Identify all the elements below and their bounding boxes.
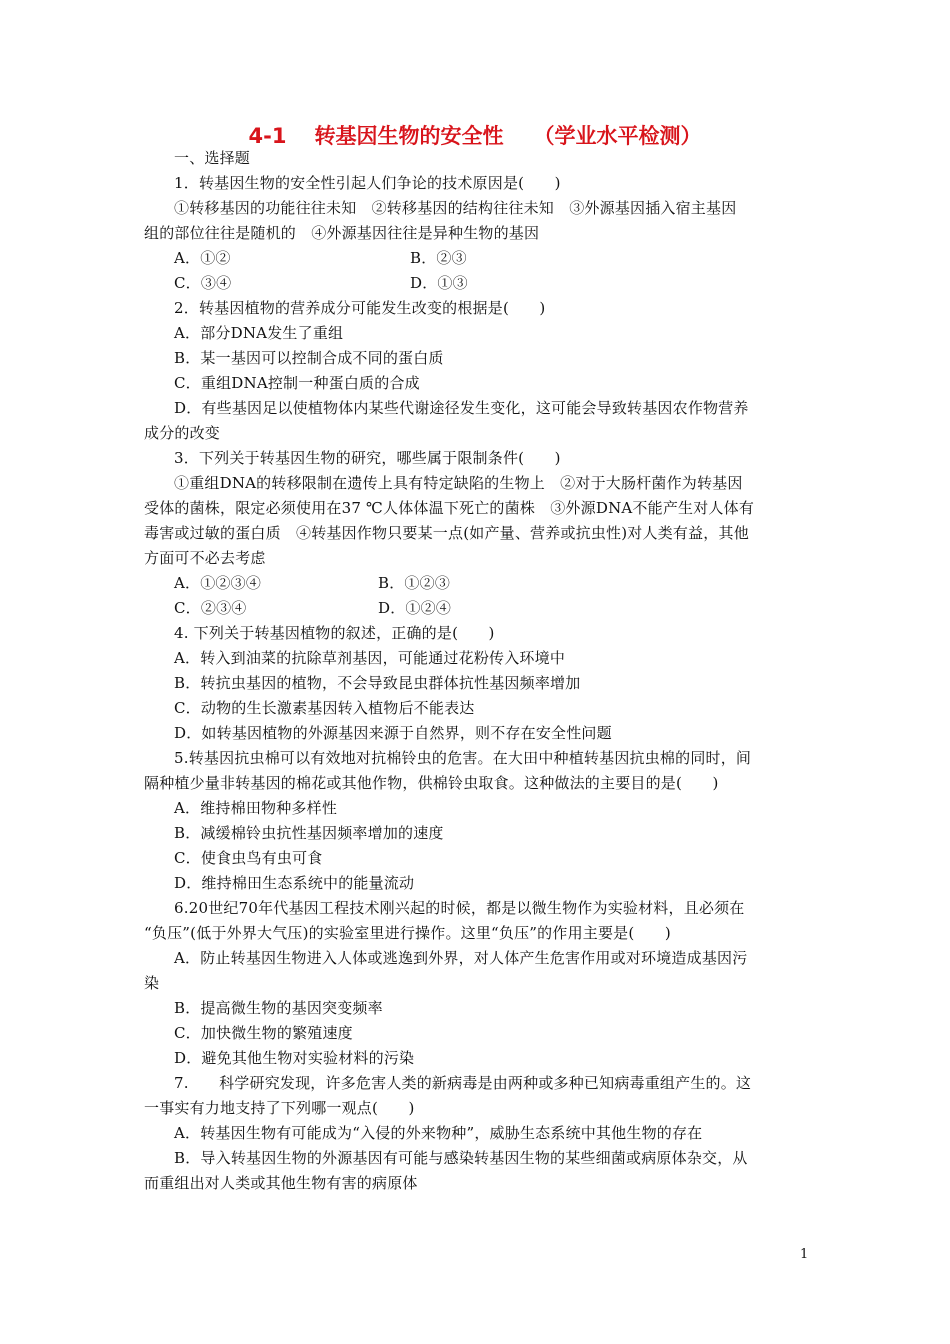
question-3-options bbox=[144, 596, 808, 621]
option-a: A．①②③④ bbox=[174, 574, 262, 592]
option-c: C．使食虫鸟有虫可食 bbox=[174, 849, 323, 867]
question-1-options bbox=[144, 271, 808, 296]
option-a: A．转基因生物有可能成为“入侵的外来物种”，威胁生态系统中其他生物的存在 bbox=[174, 1124, 703, 1142]
question-5-stem: 5.转基因抗虫棉可以有效地对抗棉铃虫的危害。在大田中种植转基因抗虫棉的同时，间 bbox=[174, 749, 752, 767]
option-a: A．部分DNA发生了重组 bbox=[174, 324, 344, 342]
option-d: D．①③ bbox=[410, 274, 468, 292]
option-d: D．避免其他生物对实验材料的污染 bbox=[174, 1049, 415, 1067]
title-main: 转基因生物的安全性 bbox=[314, 124, 504, 148]
option-d: D．维持棉田生态系统中的能量流动 bbox=[174, 874, 415, 892]
option-b: B．①②③ bbox=[378, 574, 451, 592]
question-3-text: 毒害或过敏的蛋白质 ④转基因作物只要某一点(如产量、营养或抗虫性)对人类有益，其他 bbox=[144, 524, 749, 542]
option-b-continued: 而重组出对人类或其他生物有害的病原体 bbox=[144, 1174, 418, 1192]
option-a: A．防止转基因生物进入人体或逃逸到外界，对人体产生危害作用或对环境造成基因污 bbox=[174, 949, 748, 967]
option-d-continued: 成分的改变 bbox=[144, 424, 221, 442]
option-a: A．维持棉田物种多样性 bbox=[174, 799, 338, 817]
question-1-text: 组的部位往往是随机的 ④外源基因往往是异种生物的基因 bbox=[144, 224, 540, 242]
question-3-text: 方面可不必去考虑 bbox=[144, 549, 266, 567]
option-c: C．动物的生长激素基因转入植物后不能表达 bbox=[174, 699, 475, 717]
option-d: D．①②④ bbox=[378, 599, 452, 617]
title-number: 4-1 bbox=[248, 124, 287, 148]
option-d: D．如转基因植物的外源基因来源于自然界，则不存在安全性问题 bbox=[174, 724, 612, 742]
title-subtitle: （学业水平检测） bbox=[533, 124, 702, 148]
question-5-stem-continued: 隔种植少量非转基因的棉花或其他作物，供棉铃虫取食。这种做法的主要目的是( ) bbox=[144, 774, 719, 792]
question-2-stem: 2．转基因植物的营养成分可能发生改变的根据是( ) bbox=[174, 299, 546, 317]
question-4-stem: 4. 下列关于转基因植物的叙述，正确的是( ) bbox=[174, 624, 495, 642]
option-a-continued: 染 bbox=[144, 974, 160, 992]
option-a: A．①② bbox=[174, 249, 231, 267]
page-number: 1 bbox=[800, 1247, 809, 1262]
question-6-stem-continued: “负压”(低于外界大气压)的实验室里进行操作。这里“负压”的作用主要是( ) bbox=[144, 924, 671, 942]
option-b: B．某一基因可以控制合成不同的蛋白质 bbox=[174, 349, 444, 367]
question-1-text: ①转移基因的功能往往未知 ②转移基因的结构往往未知 ③外源基因插入宿主基因 bbox=[174, 199, 737, 217]
section-heading: 一、选择题 bbox=[174, 149, 251, 167]
question-3-stem: 3．下列关于转基因生物的研究，哪些属于限制条件( ) bbox=[174, 449, 561, 467]
option-b: B．减缓棉铃虫抗性基因频率增加的速度 bbox=[174, 824, 444, 842]
document-body bbox=[144, 146, 808, 1196]
question-6-stem: 6.20世纪70年代基因工程技术刚兴起的时候，都是以微生物作为实验材料，且必须在 bbox=[174, 899, 745, 917]
question-3-text: ①重组DNA的转移限制在遗传上具有特定缺陷的生物上 ②对于大肠杆菌作为转基因 bbox=[174, 474, 743, 492]
option-b: B．转抗虫基因的植物，不会导致昆虫群体抗性基因频率增加 bbox=[174, 674, 581, 692]
option-a: A．转入到油菜的抗除草剂基因，可能通过花粉传入环境中 bbox=[174, 649, 566, 667]
question-7-stem-continued: 一事实有力地支持了下列哪一观点( ) bbox=[144, 1099, 415, 1117]
option-b: B．提高微生物的基因突变频率 bbox=[174, 999, 383, 1017]
question-1-options bbox=[144, 246, 808, 271]
question-7-stem: 7. 科学研究发现，许多危害人类的新病毒是由两种或多种已知病毒重组产生的。这 bbox=[174, 1074, 752, 1092]
option-d: D．有些基因足以使植物体内某些代谢途径发生变化，这可能会导致转基因农作物营养 bbox=[174, 399, 749, 417]
option-c: C．③④ bbox=[174, 274, 232, 292]
question-3-options bbox=[144, 571, 808, 596]
option-b: B．②③ bbox=[410, 249, 467, 267]
question-3-text: 受体的菌株，限定必须使用在37 ℃人体体温下死亡的菌株 ③外源DNA不能产生对人体有 bbox=[144, 499, 755, 517]
question-1-stem: 1．转基因生物的安全性引起人们争论的技术原因是( ) bbox=[174, 174, 561, 192]
option-c: C．②③④ bbox=[174, 599, 247, 617]
option-c: C．加快微生物的繁殖速度 bbox=[174, 1024, 353, 1042]
option-b: B．导入转基因生物的外源基因有可能与感染转基因生物的某些细菌或病原体杂交，从 bbox=[174, 1149, 748, 1167]
option-c: C．重组DNA控制一种蛋白质的合成 bbox=[174, 374, 420, 392]
